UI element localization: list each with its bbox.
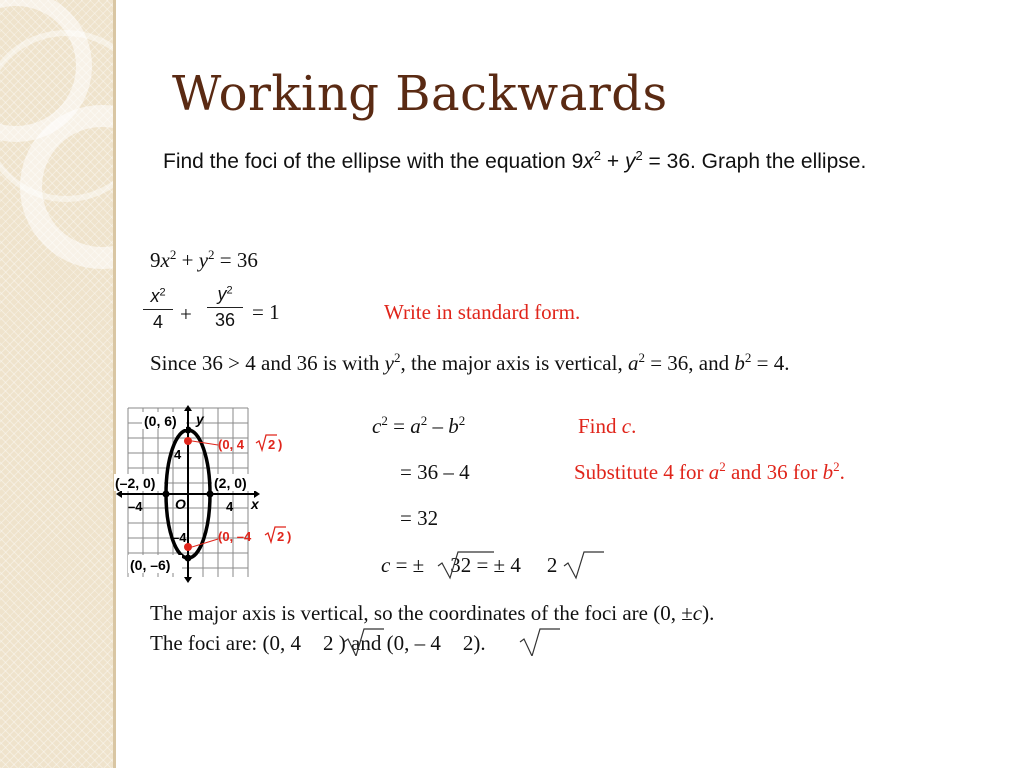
exponent: 2 [744, 350, 752, 366]
focus-bottom-radicand: 2 [277, 529, 285, 544]
focus-bottom-close: ) [287, 529, 292, 544]
exponent: 2 [208, 247, 215, 263]
radicand-2: 2 [462, 631, 474, 655]
text: = 36, and [644, 351, 735, 375]
plus-sign: + [180, 302, 192, 326]
radicand-2: 2 [546, 553, 558, 577]
focus-top-text: (0, 4 [218, 437, 245, 452]
fraction-bar [143, 309, 173, 310]
label-y-axis: y [196, 411, 204, 427]
plus: + [176, 248, 199, 272]
tick-label-y-4: 4 [174, 447, 182, 462]
var-x: x [160, 248, 170, 272]
conclusion-line-2 [150, 631, 486, 656]
radical-icon [518, 626, 562, 656]
y-axis-arrow-icon [184, 577, 192, 583]
text: ) and (0, – 4 [333, 631, 441, 655]
var-c: c [621, 414, 632, 438]
problem-text: = 36. Graph the ellipse. [642, 150, 867, 173]
vertex-bottom [185, 555, 192, 562]
minus: – [427, 414, 449, 438]
radical-icon [562, 550, 606, 580]
equals: = [387, 414, 411, 438]
exponent: 2 [833, 459, 840, 475]
var-b: b [448, 414, 459, 438]
text: = ± [390, 553, 425, 577]
tick-label-x-neg4: –4 [128, 499, 143, 514]
var-y: y [198, 248, 209, 272]
text: The major axis is vertical, so the coordinates of the foci are (0, ± [150, 601, 693, 625]
text: Substitute 4 for [574, 460, 709, 484]
text: Find [578, 414, 622, 438]
numerator [207, 284, 243, 305]
exponent: 2 [719, 459, 726, 475]
label-vertex-top: (0, 6) [144, 413, 177, 429]
exponent: 2 [593, 148, 602, 164]
x-axis-arrow-icon [116, 490, 122, 498]
problem-statement [163, 146, 953, 178]
decorative-sidebar [0, 0, 113, 768]
var-c: c [381, 553, 391, 577]
problem-var-y: y [624, 150, 636, 173]
var-b: b [734, 351, 745, 375]
decorative-ring [20, 105, 184, 269]
note-find-c [578, 414, 636, 439]
text: . [631, 414, 637, 438]
var-y: y [217, 284, 227, 304]
var-a: a [708, 460, 720, 484]
var-a: a [627, 351, 639, 375]
denominator: 4 [152, 312, 163, 332]
fraction-bar [207, 307, 243, 308]
exponent: 2 [394, 350, 401, 366]
major-axis-explanation [150, 351, 790, 376]
focus-bottom-text: (0, –4 [218, 529, 252, 544]
focus-top [184, 437, 192, 445]
problem-plus: + [601, 150, 625, 173]
exponent: 2 [381, 413, 388, 429]
equals-36: = 36 [214, 248, 258, 272]
fraction-y-over-36 [207, 284, 243, 331]
label-origin: O [175, 496, 186, 512]
co-vertex-left [163, 491, 170, 498]
ellipse-graph [112, 405, 312, 585]
slide-title: Working Backwards [172, 66, 668, 122]
exponent: 2 [638, 350, 645, 366]
label-focus-bottom [218, 527, 291, 544]
fraction-x-over-4 [143, 286, 173, 333]
coef: 9 [150, 248, 161, 272]
exponent: 2 [458, 413, 466, 429]
radicand-32: 32 [450, 553, 472, 577]
exponent: 2 [420, 413, 428, 429]
conclusion-line-1 [150, 601, 714, 626]
label-focus-top [218, 435, 282, 452]
problem-var-x: x [583, 150, 594, 173]
text: = 4. [751, 351, 790, 375]
focus-leader-line [192, 441, 218, 445]
var-x: x [150, 286, 160, 306]
var-a: a [410, 414, 421, 438]
sidebar-divider [113, 0, 116, 768]
var-y: y [384, 351, 394, 375]
text: = ± 4 [471, 553, 521, 577]
text: , the major axis is vertical, [400, 351, 628, 375]
text: The foci are: (0, 4 [150, 631, 302, 655]
note-standard-form: Write in standard form. [384, 300, 581, 324]
label-x-axis: x [251, 496, 259, 512]
var-b: b [822, 460, 834, 484]
exponent: 2 [159, 286, 166, 299]
var-c: c [372, 414, 382, 438]
text: and 36 for [725, 460, 823, 484]
label-co-vertex-left: (–2, 0) [115, 475, 156, 491]
text: ). [473, 631, 486, 655]
co-vertex-right [207, 491, 214, 498]
var-c: c [692, 601, 703, 625]
focus-top-radicand: 2 [268, 437, 276, 452]
equation-step-substitute: = 36 – 4 [400, 460, 470, 484]
equals-one: = 1 [252, 300, 280, 324]
tick-label-x-4: 4 [226, 499, 234, 514]
radical-icon [436, 550, 496, 580]
text: ). [702, 601, 715, 625]
exponent: 2 [169, 247, 177, 263]
text: . [839, 460, 845, 484]
exponent: 2 [226, 284, 233, 297]
focus-top-close: ) [278, 437, 283, 452]
exponent: 2 [635, 148, 643, 164]
equation-c-squared [372, 414, 465, 439]
problem-text: Find the foci of the ellipse with the equation 9 [163, 150, 584, 173]
equation-original [150, 248, 258, 273]
tick-label-y-neg4: –4 [172, 530, 187, 545]
equation-step-32: = 32 [400, 506, 439, 530]
label-co-vertex-right: (2, 0) [214, 475, 247, 491]
radicand-2: 2 [323, 631, 334, 655]
numerator [143, 286, 173, 307]
label-vertex-bottom: (0, –6) [130, 557, 171, 573]
text: Since 36 > 4 and 36 is with [150, 351, 385, 375]
note-substitute [574, 460, 845, 485]
radical-icon [342, 626, 386, 656]
denominator: 36 [214, 310, 236, 330]
